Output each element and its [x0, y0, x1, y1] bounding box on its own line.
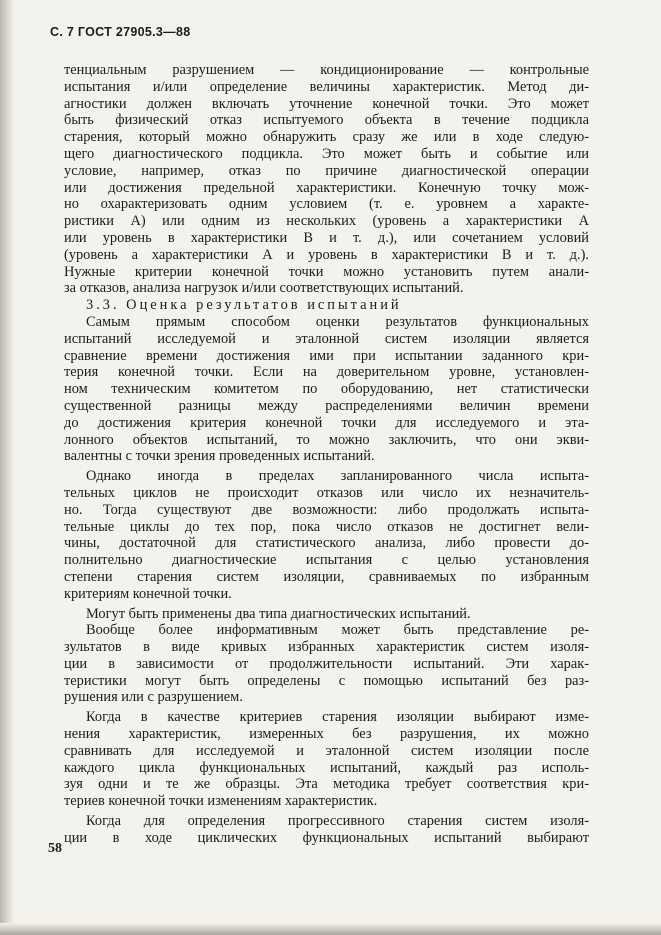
text-line: каждого цикла функциональных испытаний, каждый раз исполь- — [64, 759, 589, 776]
text-line: ции в ходе циклических функциональных испытаний выбирают — [64, 829, 589, 846]
text-line: полнительно диагностические испытания с целью установления — [64, 552, 589, 569]
scan-left-edge — [0, 0, 14, 935]
text-line: (уровень а характеристики А и уровень в характеристики В и т. д.). — [64, 246, 589, 263]
text-line: но охарактеризовать одним условием (т. е. уровнем а характе- — [64, 196, 589, 213]
page-header: С. 7 ГОСТ 27905.3—88 — [50, 25, 191, 39]
text-line: 3.3. Оценка результатов испытаний — [86, 297, 402, 314]
text-line: испытания и/или определение величины характеристик. Метод ди- — [64, 78, 589, 95]
text-line: щего диагностического подцикла. Это может быть и событие или — [64, 145, 589, 162]
page-number: 58 — [48, 841, 62, 856]
text-line: до достижения критерия конечной точки для исследуемого и эта- — [64, 414, 589, 431]
text-line: испытаний исследуемой и эталонной систем изоляции является — [64, 330, 589, 347]
text-line: лонного объектов испытаний, то можно заключить, что они экви- — [64, 431, 589, 448]
text-line: сравнивать для исследуемой и эталонной систем изоляции после — [64, 742, 589, 759]
text-line: чины, достаточной для статистического анализа, либо провести до- — [64, 535, 589, 552]
body-text — [64, 62, 589, 847]
text-line: Могут быть применены два типа диагностических испытаний. — [86, 605, 471, 622]
text-line: старения, который можно обнаружить сразу же или в ходе следую- — [64, 129, 589, 146]
text-line: агностики должен включать уточнение конечной точки. Это может — [64, 95, 589, 112]
text-line: терия конечной точки. Если на доверительном уровне, установлен- — [64, 364, 589, 381]
text-line: тельные циклы до тех пор, пока число отказов не достигнет вели- — [64, 518, 589, 535]
text-line: за отказов, анализа нагрузок и/или соответствующих испытаний. — [64, 280, 464, 297]
text-line: Однако иногда в пределах запланированного числа испыта- — [86, 468, 589, 485]
text-line: или достижения предельной характеристики. Конечную точку мож- — [64, 179, 589, 196]
text-line: Вообще более информативным может быть представление ре- — [86, 622, 589, 639]
text-line: валентны с точки зрения проведенных испытаний. — [64, 448, 375, 465]
text-line: условие, например, отказ по причине диагностической операции — [64, 162, 589, 179]
text-line: сравнение времени достижения ими при испытании заданного кри- — [64, 347, 589, 364]
text-line: зуя одни и те же образцы. Эта методика требует соответствия кри- — [64, 776, 589, 793]
text-line: ции в зависимости от продолжительности испытаний. Эти харак- — [64, 655, 589, 672]
text-line: Когда для определения прогрессивного старения систем изоля- — [86, 813, 589, 830]
text-line: но. Тогда существуют две возможности: либо продолжать испыта- — [64, 501, 589, 518]
text-line: быть физический отказ испытуемого объекта в течение подцикла — [64, 112, 589, 129]
text-line: ном техническим комитетом по оборудованию, нет статистически — [64, 381, 589, 398]
text-line: теристики могут быть определены с помощью испытаний без раз- — [64, 672, 589, 689]
text-line: Нужные критерии конечной точки можно установить путем анали- — [64, 263, 589, 280]
text-line: зультатов в виде кривых избранных характеристик систем изоля- — [64, 639, 589, 656]
scan-bottom-edge — [0, 923, 661, 935]
text-line: Самым прямым способом оценки результатов функциональных — [86, 313, 589, 330]
text-line: Когда в качестве критериев старения изоляции выбирают изме- — [86, 709, 589, 726]
text-line: нения характеристик, измеренных без разрушения, их можно — [64, 726, 589, 743]
text-line: ристики А) или одним из нескольких (уровень а характеристики А — [64, 213, 589, 230]
text-line: или уровень в характеристики В и т. д.), или сочетанием условий — [64, 229, 589, 246]
text-line: степени старения систем изоляции, сравниваемых по избранным — [64, 568, 589, 585]
text-line: териев конечной точки изменениям характеристик. — [64, 793, 378, 810]
text-line: тельных циклов не происходит отказов или число их незначитель- — [64, 484, 589, 501]
text-line: критериям конечной точки. — [64, 585, 232, 602]
text-line: рушения или с разрушением. — [64, 689, 243, 706]
text-line: существенной разницы между распределениями величин времени — [64, 397, 589, 414]
text-line: тенциальным разрушением — кондиционирование — контрольные — [64, 62, 589, 78]
